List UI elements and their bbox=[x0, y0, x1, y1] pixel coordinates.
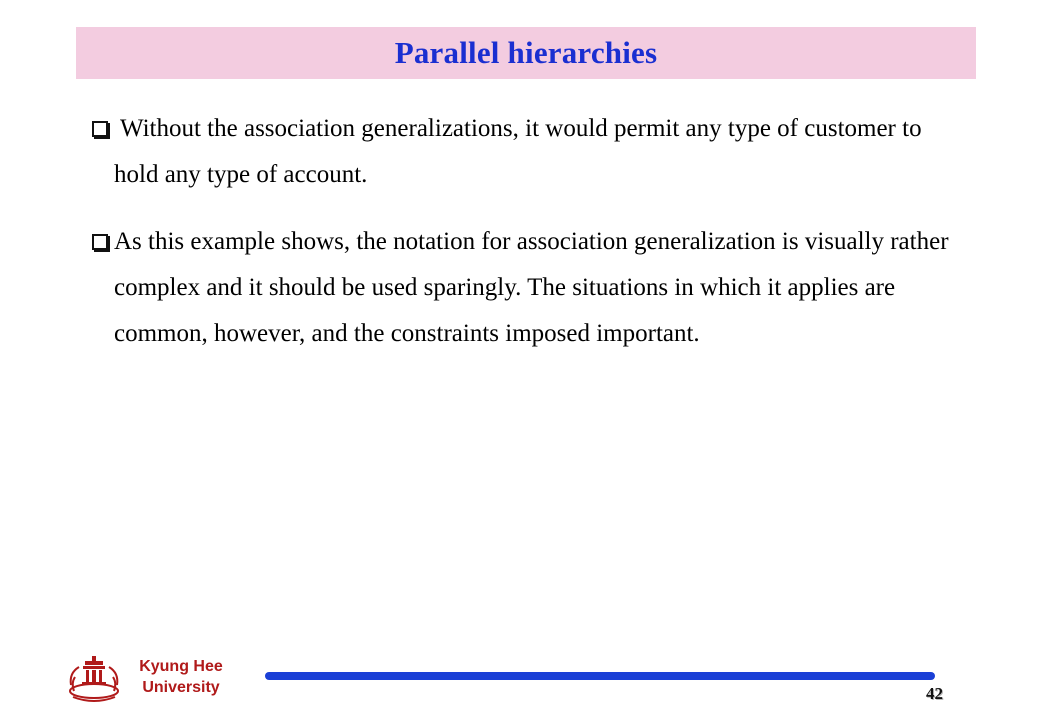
hollow-square-bullet-icon bbox=[92, 234, 108, 250]
bullet-text-2: As this example shows, the notation for association generalization is visually rather complex and it should be used sparingly. The situations in which it applies are common, however, and the constraints imposed important. bbox=[114, 228, 949, 347]
footer-divider-line bbox=[265, 672, 935, 680]
hollow-square-bullet-icon bbox=[92, 121, 108, 137]
bullet-item-2 bbox=[92, 219, 972, 357]
university-name: Kyung Hee University bbox=[139, 658, 223, 696]
bullet-item-1 bbox=[92, 106, 972, 198]
slide-title: Parallel hierarchies bbox=[394, 35, 658, 70]
title-bar bbox=[76, 27, 976, 79]
page-number: 42 bbox=[926, 684, 943, 703]
university-crest-logo bbox=[65, 655, 123, 705]
bullet-text-1: Without the association generalizations, it would permit any type of customer to hold any type of account. bbox=[114, 115, 922, 188]
